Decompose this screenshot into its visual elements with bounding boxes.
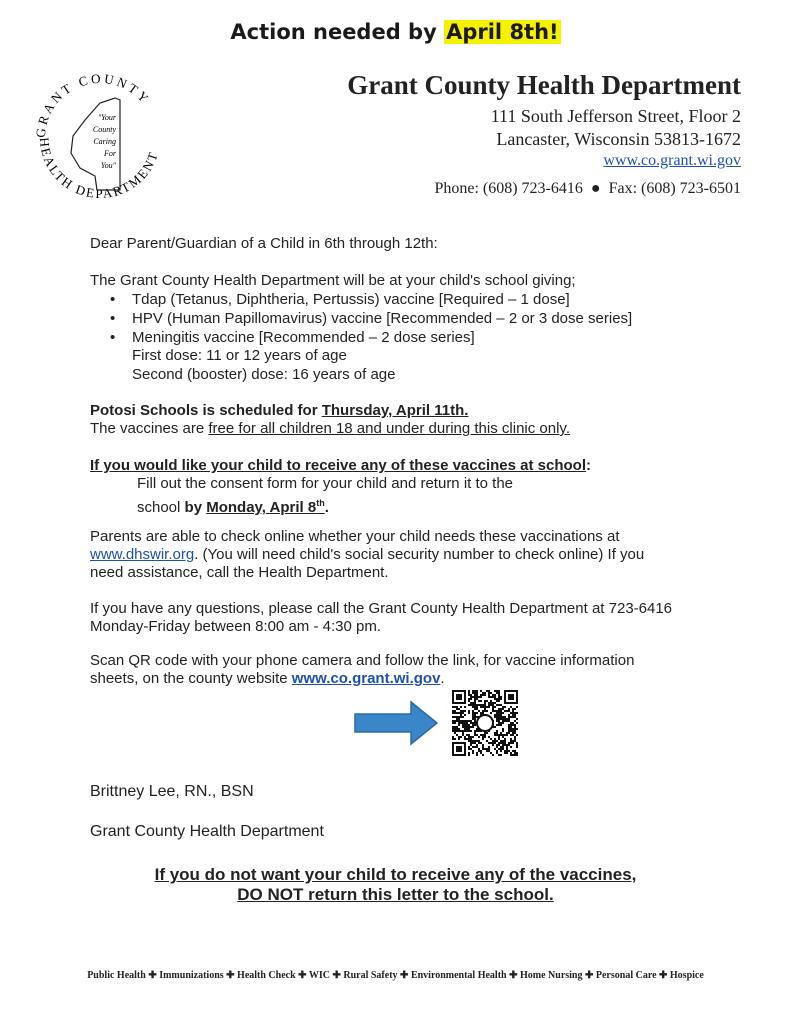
meningitis-second-dose: Second (booster) dose: 16 years of age xyxy=(132,366,396,383)
text: school xyxy=(137,499,185,516)
plus-separator-icon: ✚ xyxy=(506,970,520,981)
service-item: Hospice xyxy=(669,970,704,981)
text: Monday, April 8 xyxy=(206,499,317,516)
signer-name: Brittney Lee, RN., BSN xyxy=(90,783,254,800)
consent-date xyxy=(206,499,325,516)
svg-text:GRANT COUNTY: GRANT COUNTY xyxy=(32,70,154,139)
meningitis-first-dose: First dose: 11 or 12 years of age xyxy=(132,347,347,364)
intro: The Grant County Health Department will be at your child's school giving; xyxy=(90,272,576,289)
plus-separator-icon: ✚ xyxy=(582,970,596,981)
qr-line-1: Scan QR code with your phone camera and follow the link, for vaccine information xyxy=(90,652,635,669)
free-underlined: free for all children 18 and under during this clinic only. xyxy=(208,420,570,437)
qr-line-2 xyxy=(90,670,445,688)
bullet-text: Tdap (Tetanus, Diphtheria, Pertussis) vaccine [Required – 1 dose] xyxy=(132,291,570,308)
service-item: Home Nursing xyxy=(519,970,583,981)
online-line-1: Parents are able to check online whether your child needs these vaccinations at xyxy=(90,528,620,545)
motto-line: You" xyxy=(100,161,116,170)
consent-heading-text: If you would like your child to receive any of these vaccines at school xyxy=(90,457,586,474)
plus-separator-icon: ✚ xyxy=(223,970,238,981)
bullet-text: HPV (Human Papillomavirus) vaccine [Recommended – 2 or 3 dose series] xyxy=(132,310,633,327)
text: by xyxy=(184,499,207,516)
service-item: Rural Safety xyxy=(343,970,398,981)
deadline-highlight: April 8th! xyxy=(446,20,559,44)
consent-line-2 xyxy=(137,494,329,517)
service-item: Health Check xyxy=(237,970,296,981)
questions-line-2: Monday-Friday between 8:00 am - 4:30 pm. xyxy=(90,618,381,635)
motto-line: "Your xyxy=(97,113,116,122)
service-item: Environmental Health xyxy=(410,970,507,981)
text: . (You will need child's social security number to check online) If you xyxy=(194,546,645,563)
consent-heading xyxy=(90,457,591,475)
plus-separator-icon: ✚ xyxy=(329,970,344,981)
service-item: Immunizations xyxy=(159,970,224,981)
online-line-3: need assistance, call the Health Department. xyxy=(90,564,389,581)
colon: : xyxy=(585,457,591,474)
text: th xyxy=(316,498,325,508)
bullet-meningitis xyxy=(110,329,475,346)
schedule-date: Thursday, April 11th. xyxy=(321,402,469,419)
arrow-right-icon xyxy=(353,700,439,746)
health-department-seal-logo xyxy=(25,58,175,218)
address-line-2: Lancaster, Wisconsin 53813-1672 xyxy=(496,129,741,149)
service-item: WIC xyxy=(308,970,330,981)
notice-line-1: If you do not want your child to receive any of the vaccines, xyxy=(154,865,637,884)
qr-code[interactable] xyxy=(452,690,518,756)
plus-separator-icon: ✚ xyxy=(295,970,309,981)
consent-line-1: Fill out the consent form for your child and return it to the xyxy=(137,475,514,492)
org-name: Grant County Health Department xyxy=(347,70,741,100)
schedule-text: Potosi Schools is scheduled for xyxy=(90,402,322,419)
service-item: Personal Care xyxy=(595,970,657,981)
plus-separator-icon: ✚ xyxy=(656,970,670,981)
bullet-text: Meningitis vaccine [Recommended – 2 dose series] xyxy=(132,329,475,346)
contact-line: Phone: (608) 723-6416 ● Fax: (608) 723-6501 xyxy=(434,180,741,197)
dhswir-link[interactable]: www.dhswir.org xyxy=(90,546,195,563)
phone: Phone: (608) 723-6416 xyxy=(434,180,583,197)
plus-separator-icon: ✚ xyxy=(145,970,160,981)
text: . xyxy=(324,499,329,516)
motto-line: County xyxy=(92,125,116,134)
county-website-link[interactable]: www.co.grant.wi.gov xyxy=(291,670,441,687)
notice-line-2: DO NOT return this letter to the school. xyxy=(237,885,554,904)
action-title xyxy=(0,20,791,44)
online-line-2 xyxy=(90,546,644,564)
questions-line-1: If you have any questions, please call the Grant County Health Department at 723-6416 xyxy=(90,600,673,617)
bullet-hpv xyxy=(110,310,632,327)
text: sheets, on the county website xyxy=(90,670,292,687)
free-text: The vaccines are xyxy=(90,420,209,437)
greeting: Dear Parent/Guardian of a Child in 6th through 12th: xyxy=(90,235,438,252)
signer-org: Grant County Health Department xyxy=(90,823,324,840)
address-line-1: 111 South Jefferson Street, Floor 2 xyxy=(490,106,741,126)
motto-line: Caring xyxy=(93,137,116,146)
plus-separator-icon: ✚ xyxy=(397,970,411,981)
bullet-tdap xyxy=(110,291,570,308)
schedule xyxy=(90,402,468,420)
service-item: Public Health xyxy=(87,970,146,981)
svg-text:HEALTH DEPARTMENT: HEALTH DEPARTMENT xyxy=(36,136,162,202)
header-website-link[interactable]: www.co.grant.wi.gov xyxy=(603,152,741,169)
free-note xyxy=(90,420,570,438)
title-text: Action needed by xyxy=(230,20,445,44)
services-footer xyxy=(0,970,791,981)
motto-line: For xyxy=(104,149,116,158)
text: . xyxy=(440,670,445,687)
fax: Fax: (608) 723-6501 xyxy=(608,180,741,197)
